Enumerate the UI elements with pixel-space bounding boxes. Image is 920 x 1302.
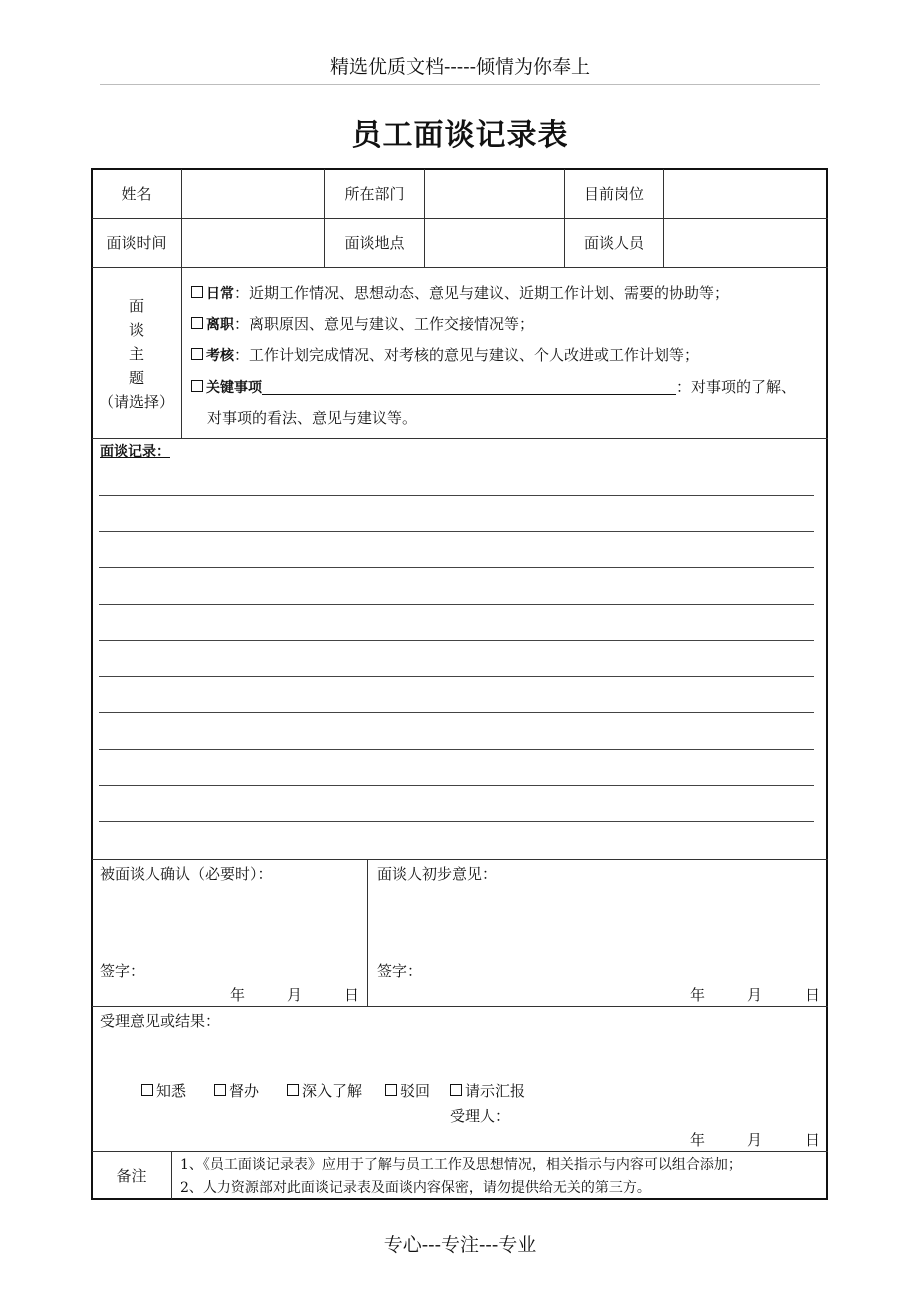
topic-key: 关键事项 [206,380,262,396]
col-divider-confirm [367,859,368,1006]
interviewer-label: 面谈人员 [583,234,644,252]
record-area[interactable] [93,464,827,858]
remarks-label: 备注 [116,1167,147,1185]
checkbox-report[interactable] [450,1084,462,1096]
remarks-line-1: 1、《员工面谈记录表》应用于了解与员工工作及思想情况，相关指示与内容可以组合添加； [180,1157,742,1173]
department-label: 所在部门 [344,185,405,203]
remarks-line-2: 2、人力资源部对此面谈记录表及面谈内容保密，请勿提供给无关的第三方。 [180,1180,651,1196]
topic-option-resignation[interactable] [191,314,534,335]
interview-place-label: 面谈地点 [344,234,405,252]
topic-option-key-matter[interactable] [191,377,796,398]
key-matter-continuation: 对事项的看法、意见与建议等。 [207,409,418,427]
handling-option[interactable] [385,1081,430,1101]
record-line [99,749,814,750]
form-title: 员工面谈记录表 [351,118,569,153]
date-year: 年 [230,986,246,1004]
record-line [99,712,814,713]
interviewer-field[interactable] [664,219,826,267]
handling-option[interactable] [287,1081,362,1101]
interviewee-sign-label: 签字： [100,962,146,980]
row-divider-6 [92,1151,828,1152]
interviewee-confirm-label: 被面谈人确认（必要时）： [100,865,273,883]
position-field[interactable] [664,170,826,218]
topic-label-char: 主 [128,345,144,363]
date-year: 年 [690,986,706,1004]
topic-key: 日常 [206,286,234,302]
handling-option[interactable] [214,1081,259,1101]
topic-desc: ：对事项的了解、 [676,378,797,396]
name-field[interactable] [182,170,324,218]
date-day: 日 [805,986,821,1004]
page-footer: 专心---专注---专业 [383,1234,537,1256]
handling-option[interactable] [141,1081,186,1101]
checkbox-supervise[interactable] [214,1084,226,1096]
checkbox-investigate[interactable] [287,1084,299,1096]
date-year: 年 [690,1131,706,1149]
header-divider [100,84,820,85]
record-line [99,676,814,677]
handler-label: 受理人： [450,1107,511,1125]
record-line [99,531,814,532]
option-label: 督办 [229,1082,260,1100]
topic-desc: ：离职原因、意见与建议、工作交接情况等； [234,315,535,333]
topic-desc: ：工作计划完成情况、对考核的意见与建议、个人改进或工作计划等； [234,346,700,364]
handling-label: 受理意见或结果： [100,1012,221,1030]
record-label: 面谈记录： [100,444,170,460]
key-matter-blank[interactable] [262,379,676,395]
topic-label-char: 面 [128,297,144,315]
topic-option-daily[interactable] [191,283,729,304]
position-label: 目前岗位 [583,185,644,203]
checkbox-reject[interactable] [385,1084,397,1096]
record-line [99,785,814,786]
department-field[interactable] [425,170,564,218]
row-divider-4 [92,859,828,860]
option-label: 请示汇报 [465,1082,526,1100]
interview-time-label: 面谈时间 [106,234,167,252]
record-line [99,604,814,605]
checkbox-acknowledge[interactable] [141,1084,153,1096]
checkbox-appraisal[interactable] [191,348,203,360]
interview-time-field[interactable] [182,219,324,267]
col-divider-remarks [171,1151,172,1199]
date-day: 日 [344,986,360,1004]
checkbox-key-matter[interactable] [191,380,203,392]
date-month: 月 [747,1131,763,1149]
checkbox-resignation[interactable] [191,317,203,329]
record-line [99,567,814,568]
interviewer-sign-label: 签字： [377,962,423,980]
record-line [99,495,814,496]
handling-option[interactable] [450,1081,525,1101]
row-divider-3 [92,438,828,439]
page-header: 精选优质文档-----倾情为你奉上 [329,56,591,78]
name-label: 姓名 [121,185,152,203]
row-divider-5 [92,1006,828,1007]
record-line [99,821,814,822]
topic-label-char: 题 [128,369,144,387]
option-label: 知悉 [156,1082,187,1100]
date-day: 日 [805,1131,821,1149]
interviewer-opinion-area[interactable] [369,886,825,956]
date-month: 月 [287,986,303,1004]
topic-label-note: （请选择） [98,393,174,411]
option-label: 驳回 [400,1082,431,1100]
topic-key: 离职 [206,317,234,333]
topic-option-appraisal[interactable] [191,345,699,366]
topic-label-char: 谈 [128,321,144,339]
option-label: 深入了解 [302,1082,363,1100]
checkbox-daily[interactable] [191,286,203,298]
date-month: 月 [747,986,763,1004]
interview-place-field[interactable] [425,219,564,267]
interviewer-opinion-label: 面谈人初步意见： [377,865,498,883]
record-line [99,640,814,641]
row-divider-2 [92,267,828,268]
topic-key: 考核 [206,348,234,364]
topic-desc: ：近期工作情况、思想动态、意见与建议、近期工作计划、需要的协助等； [234,284,730,302]
